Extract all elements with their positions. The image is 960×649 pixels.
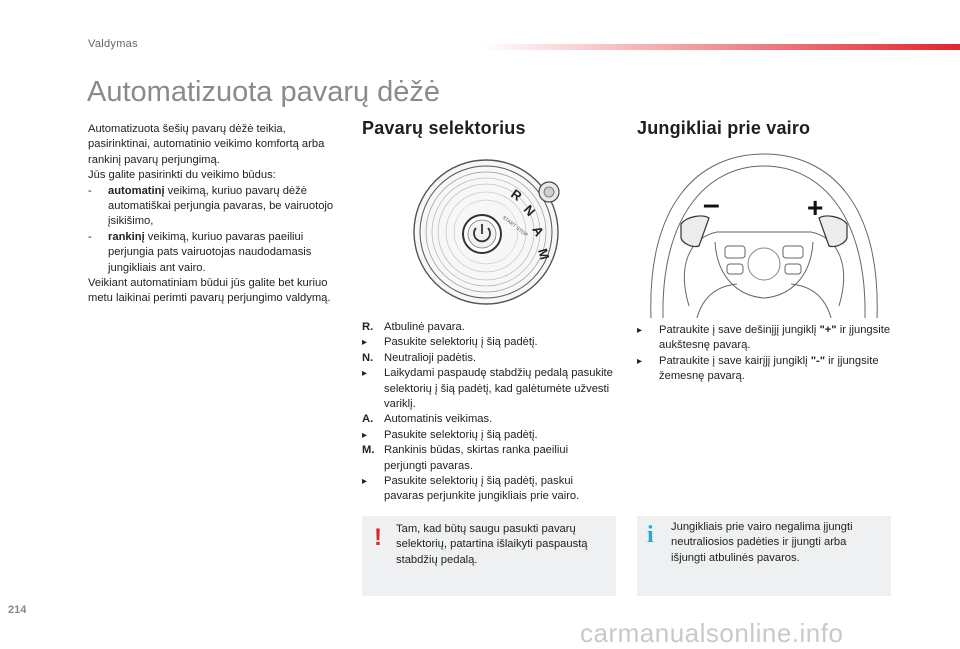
selector-heading: Pavarų selektorius — [362, 118, 526, 138]
position-n: N — [520, 201, 539, 219]
arrow-icon: ▸ — [362, 337, 368, 349]
list-item: ▸ Pasukite selektorių į šią padėtį. — [362, 335, 614, 350]
list-item: ▸ Pasukite selektorių į šią padėtį. — [362, 428, 614, 443]
list-item: ▸ Patraukite į save kairįjį jungiklį "-" ir įjungsite žemesnę pavarą. — [637, 354, 891, 385]
position-m: M — [535, 246, 553, 262]
list-item: ▸ Laikydami paspaudę stabdžių pedalą pasukite selektorių į šią padėtį, kad galėtumėte užvesti variklį. — [362, 366, 614, 412]
list-item: R. Atbulinė pavara. — [362, 321, 465, 333]
info-box — [637, 516, 891, 596]
intro-text — [88, 122, 343, 307]
steering-wheel-illustration — [637, 146, 891, 318]
info-icon: i — [647, 522, 654, 548]
intro-bullet-auto: - automatinį veikimą, kuriuo pavarų dėžė automatiškai perjungia pavaras, be vairuotojo įsikišimo, — [88, 184, 334, 228]
selector-knob — [539, 182, 559, 202]
intro-paragraph-2: Jūs galite pasirinkti du veikimo būdus: — [88, 169, 276, 182]
selector-list — [362, 320, 614, 505]
gear-selector-illustration — [362, 146, 616, 318]
minus-icon: – — [703, 188, 720, 221]
start-stop-button — [463, 215, 501, 253]
intro-paragraph-3: Veikiant automatiniam būdui jūs galite bet kuriuo metu laikinai perimti pavarų perjungimo valdymą. — [88, 277, 331, 305]
list-item: ▸ Pasukite selektorių į šią padėtį, paskui pavaras perjunkite jungikliais prie vairo. — [362, 474, 614, 505]
list-item: ▸ Patraukite į save dešinįjį jungiklį "+" ir įjungsite aukštesnę pavarą. — [637, 323, 891, 354]
header-accent-bar — [480, 44, 960, 50]
position-r: R — [508, 186, 525, 204]
plus-icon: + — [807, 192, 824, 223]
list-item: A. Automatinis veikimas. — [362, 413, 493, 426]
warning-box — [362, 516, 616, 596]
list-item: M. Rankinis būdas, skirtas ranka paeiliui perjungti pavaras. — [362, 444, 569, 472]
intro-paragraph-1: Automatizuota šešių pavarų dėžė teikia, pasirinktinai, automatinio veikimo komfortą arba rankinį pavarų perjungimą. — [88, 123, 325, 166]
arrow-icon: ▸ — [637, 355, 643, 367]
position-a: A — [529, 223, 548, 239]
warning-icon: ! — [374, 524, 382, 551]
paddles-list — [637, 323, 891, 385]
intro-bullet-manual: - rankinį veikimą, kuriuo pavaras paeiliui perjungia pats vairuotojas naudodamasis jungikliais ant vairo. — [88, 230, 312, 274]
list-item: N. Neutralioji padėtis. — [362, 351, 477, 364]
paddles-heading: Jungikliai prie vairo — [637, 118, 811, 138]
watermark: carmanualsonline.info — [580, 618, 844, 648]
info-text: Jungikliais prie vairo negalima įjungti neutraliosios padėties ir įjungti arba išjungti atbulinės pavaros. — [671, 521, 853, 564]
warning-text: Tam, kad būtų saugu pasukti pavarų selektorių, patartina išlaikyti paspaustą stabdžių pedalą. — [396, 523, 588, 566]
page-number: 214 — [8, 604, 27, 616]
arrow-icon: ▸ — [362, 476, 368, 488]
arrow-icon: ▸ — [362, 368, 368, 380]
section-label: Valdymas — [88, 38, 138, 50]
start-stop-label: START STOP — [500, 214, 529, 239]
arrow-icon: ▸ — [637, 325, 643, 336]
arrow-icon: ▸ — [362, 429, 368, 441]
page-title: Automatizuota pavarų dėžė — [87, 76, 441, 108]
